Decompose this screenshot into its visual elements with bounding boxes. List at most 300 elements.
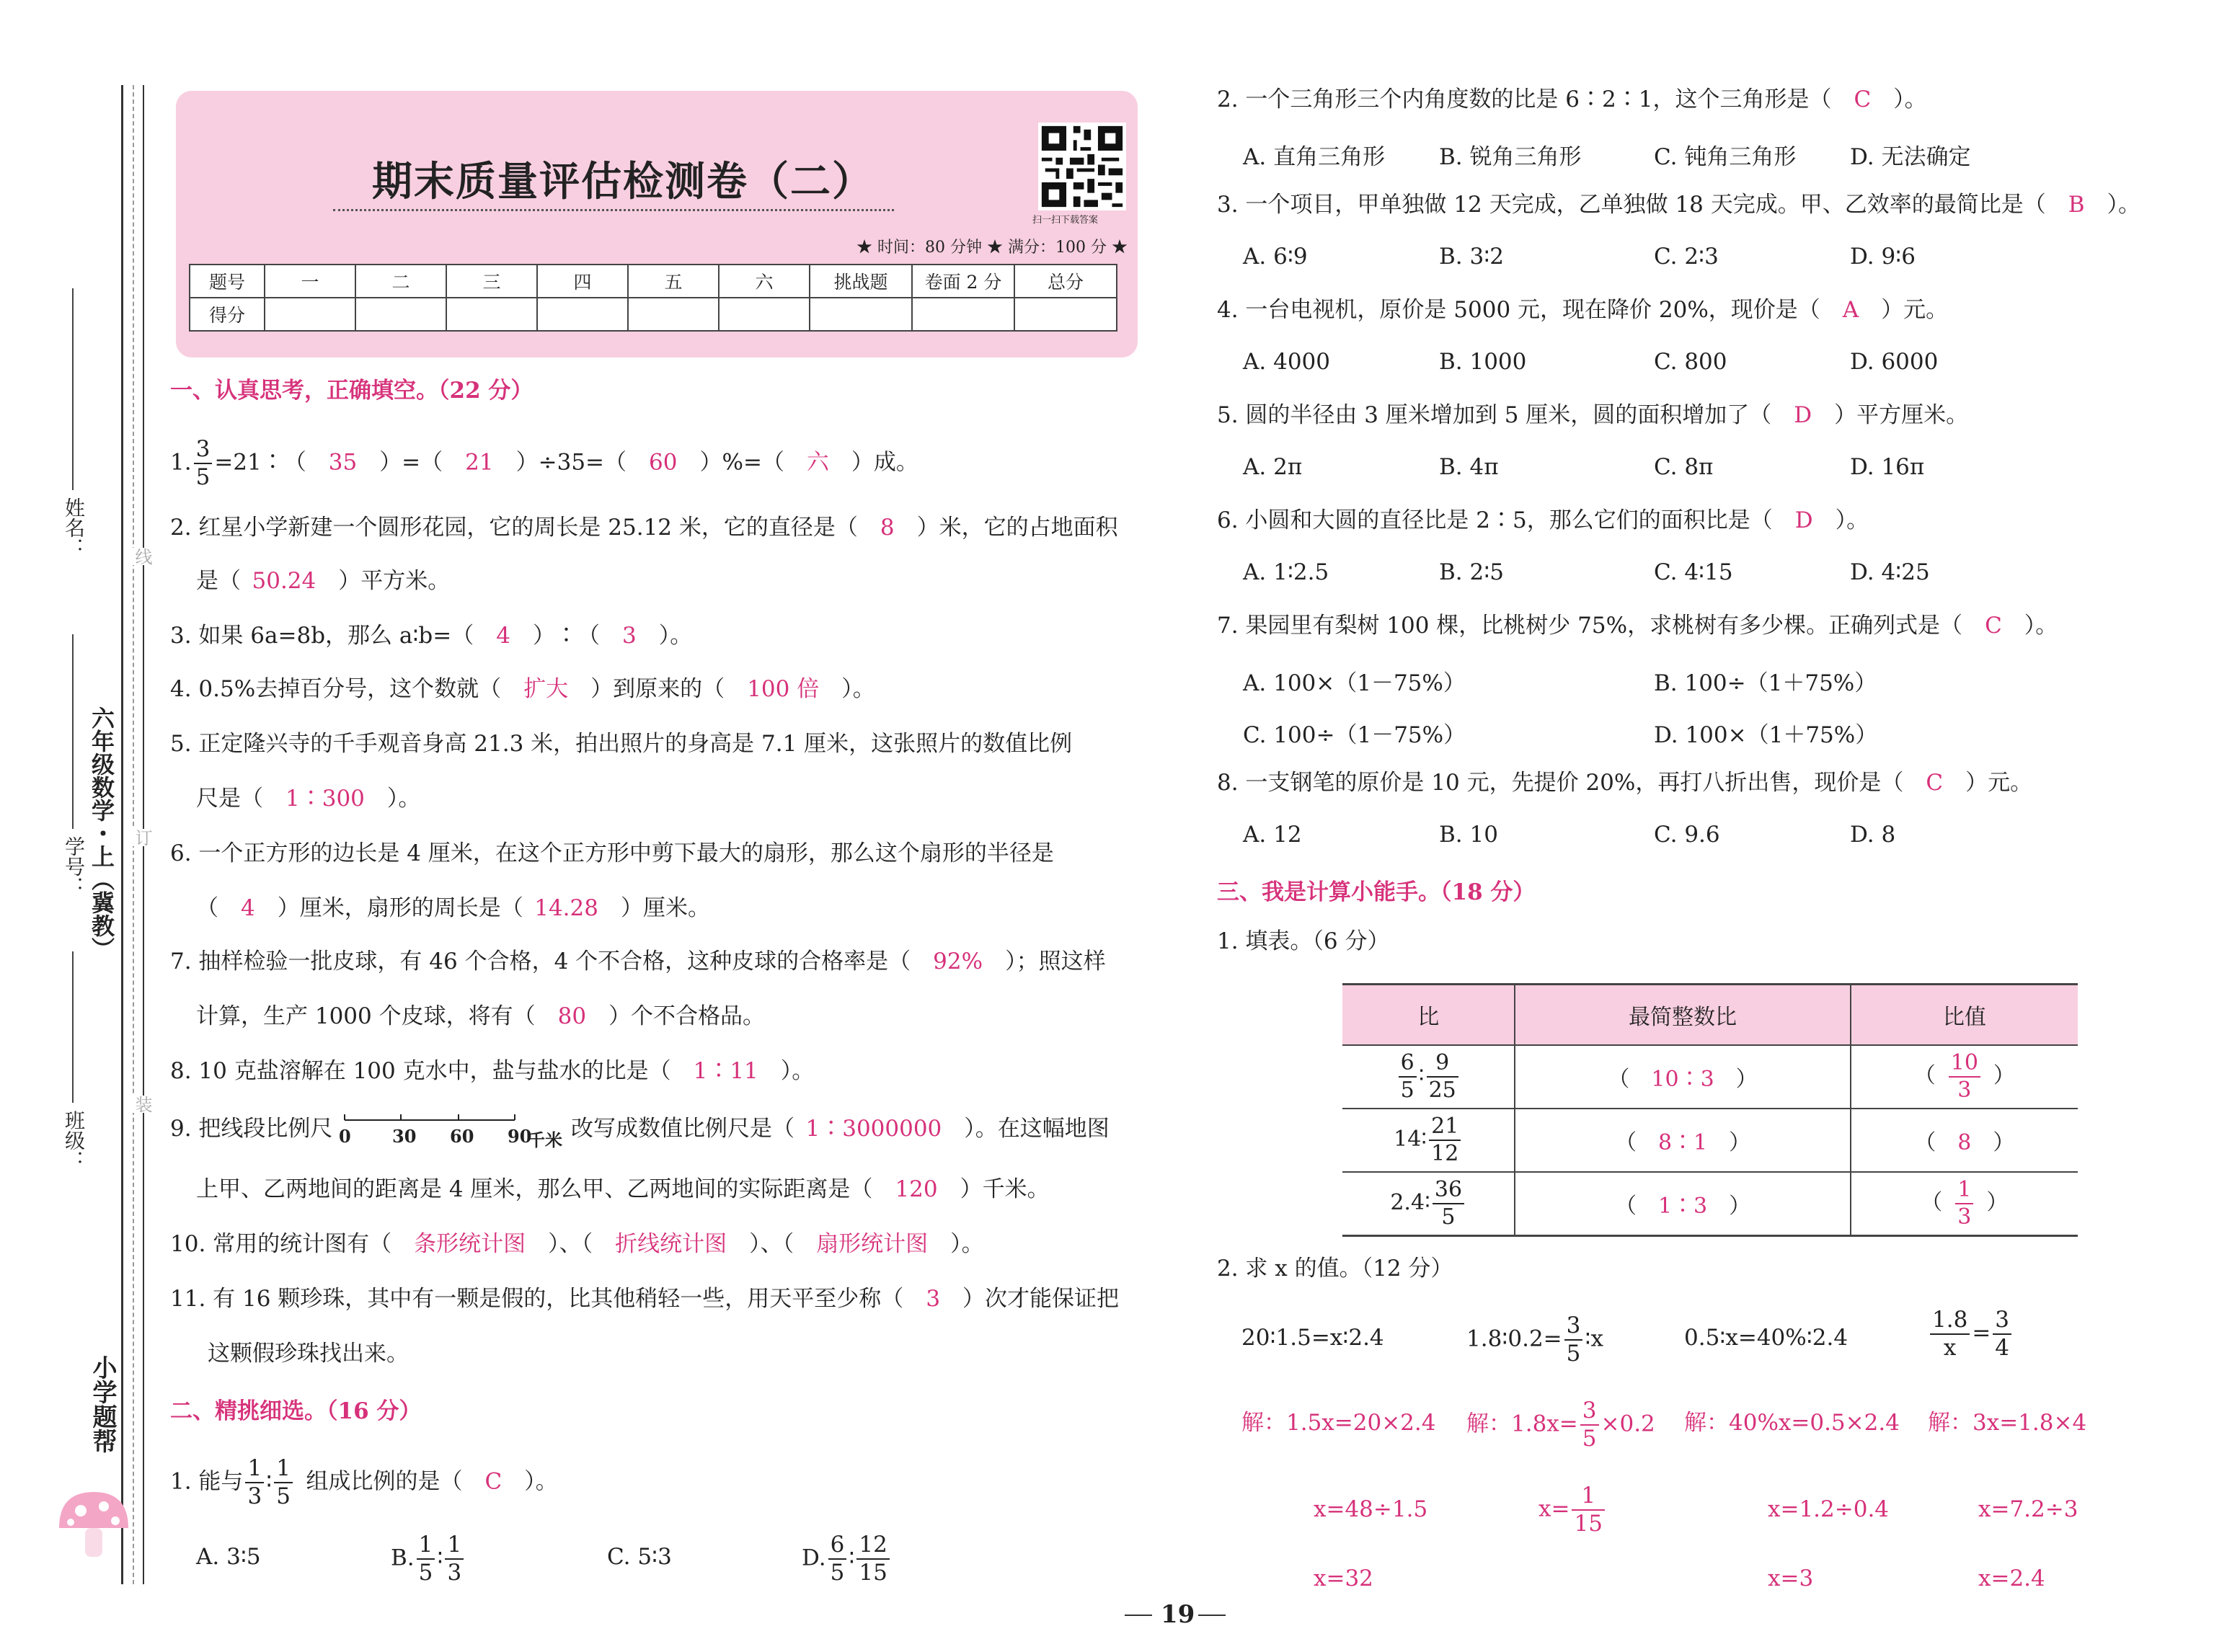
id-blank: [72, 634, 74, 829]
answer: D: [1794, 507, 1813, 533]
numerator: 1: [1955, 1179, 1973, 1204]
s2-q5-option-d[interactable]: D. 16π: [1850, 454, 1925, 480]
q-text: ）。: [780, 1058, 815, 1084]
s2-q8-option-d[interactable]: D. 8: [1850, 822, 1896, 848]
cut-mark-1: 线: [130, 548, 155, 565]
s2-q8-option-b[interactable]: B. 10: [1439, 822, 1498, 848]
denominator: 3: [1957, 1204, 1972, 1230]
answer: 4: [496, 623, 510, 649]
s2-q4-option-d[interactable]: D. 6000: [1850, 349, 1939, 375]
q-text: ）到原来的（: [590, 676, 725, 702]
s1-question-9-line2: [196, 1175, 1050, 1204]
s3-q1-title: 1. 填表。（6 分）: [1217, 928, 1390, 954]
fraction: [1433, 1179, 1464, 1228]
s3-q2-title: 2. 求 x 的值。（12 分）: [1217, 1256, 1453, 1282]
score-header-cell: 六: [719, 265, 810, 298]
denominator: 3: [447, 1560, 462, 1586]
q-number: 1.: [170, 449, 192, 476]
s2-q3-option-c[interactable]: C. 2∶3: [1654, 244, 1719, 270]
s1-question-6: [170, 839, 1054, 868]
answer: 1∶11: [693, 1058, 758, 1084]
denominator: 15: [859, 1560, 887, 1586]
cut-mark-3: 装: [130, 1096, 155, 1113]
numerator: 1: [1572, 1485, 1604, 1511]
option-letter: B.: [391, 1545, 415, 1571]
answer: B: [2068, 192, 2085, 218]
score-cell[interactable]: [1014, 298, 1117, 331]
s1-question-11: [170, 1284, 1119, 1313]
s1-question-5-line2: [196, 784, 420, 813]
fraction: [1564, 1315, 1583, 1365]
s2-q7-option-a[interactable]: A. 100×（1－75%）: [1243, 670, 1466, 696]
q-text: 10. 常用的统计图有（: [170, 1231, 392, 1257]
q-text: ）=（: [379, 449, 443, 476]
score-header-cell: 三: [446, 265, 537, 298]
answer: 21: [465, 449, 494, 476]
q-text: 解：1.8x=: [1466, 1411, 1578, 1437]
s1-question-7-line2: [196, 1002, 765, 1031]
eq3-step3: x=3: [1768, 1566, 1814, 1591]
s2-question-2: [1217, 85, 1927, 114]
score-header-cell: 挑战题: [810, 265, 912, 298]
answer: 8: [1957, 1130, 1972, 1155]
page-title: 期末质量评估检测卷（二）: [372, 158, 874, 205]
q-text: 8. 一支钢笔的原价是 10 元，先提价 20%，再打八折出售，现价是（: [1217, 770, 1904, 796]
answer: 120: [895, 1176, 938, 1202]
page-number: 19: [1161, 1600, 1195, 1629]
eq4-question: $\frac{1.8}{x}$ = $\frac{3}{4}$: [1928, 1309, 2014, 1359]
fraction: [194, 438, 213, 489]
fraction: [1955, 1179, 1973, 1228]
simplest-cell: （ 10∶3 ）: [1515, 1045, 1850, 1109]
s2-question-6: [1217, 506, 1869, 535]
eq3-step2: x=1.2÷0.4: [1768, 1496, 1890, 1522]
fraction: [1429, 1116, 1461, 1165]
fraction: [417, 1534, 435, 1584]
numerator: 12: [856, 1534, 889, 1560]
score-table-score-row: [190, 298, 1117, 331]
line-scale-bar: [343, 1114, 516, 1136]
answer: 1∶300: [285, 786, 365, 812]
q-text: 1.8∶0.2=: [1466, 1325, 1562, 1352]
q-text: ）。: [524, 1468, 558, 1495]
q-text: ）成。: [851, 449, 918, 476]
q-text: ）。: [1893, 86, 1927, 112]
q-text: 7. 抽样检验一批皮球，有 46 个合格，4 个不合格，这种皮球的合格率是（: [170, 949, 911, 974]
q-text: 8. 10 克盐溶解在 100 克水中，盐与盐水的比是（: [170, 1058, 671, 1084]
id-label: 学号：: [62, 836, 86, 897]
q-text: ）、（: [749, 1231, 794, 1257]
answer: 14.28: [534, 895, 598, 921]
numerator: 1: [417, 1534, 435, 1560]
eq1-step1: 解：1.5x=20×2.4: [1241, 1410, 1436, 1436]
score-header-cell: 卷面 2 分: [912, 265, 1014, 298]
s2-q2-option-d[interactable]: D. 无法确定: [1850, 144, 1971, 170]
numerator: 10: [1949, 1052, 1980, 1078]
q-text: ）；照这样: [1005, 949, 1106, 974]
q-text: （: [196, 895, 218, 921]
answer: 10∶3: [1651, 1067, 1714, 1092]
q-text: 9. 把线段比例尺: [170, 1116, 333, 1142]
score-row-label: 得分: [190, 298, 265, 331]
denominator: 15: [1574, 1511, 1603, 1537]
q-text: ）。: [658, 623, 693, 649]
denominator: 12: [1431, 1141, 1459, 1166]
eq1-question: 20∶1.5=x∶2.4: [1241, 1325, 1384, 1351]
numerator: 6: [1399, 1052, 1417, 1078]
s2-q2-option-c[interactable]: C. 钝角三角形: [1654, 144, 1797, 170]
s2-question-4: [1217, 296, 1948, 324]
fill-header-ratio: 比: [1342, 985, 1515, 1046]
s1-question-8: [170, 1057, 814, 1085]
scale-unit: 千米: [528, 1129, 562, 1150]
q-text: 这颗假珍珠找出来。: [208, 1341, 409, 1367]
s2-q8-option-a[interactable]: A. 12: [1243, 822, 1302, 848]
denominator: 5: [1582, 1426, 1597, 1452]
numerator: 21: [1429, 1116, 1461, 1141]
denominator: 25: [1428, 1078, 1456, 1103]
denominator: 5: [1400, 1078, 1414, 1103]
answer: 1∶3: [1657, 1194, 1708, 1219]
answer: 扇形统计图: [816, 1231, 929, 1257]
numerator: 1.8: [1930, 1309, 1970, 1335]
fraction: [828, 1534, 847, 1584]
s1-question-4: [170, 675, 875, 703]
eq3-step1: 解：40%x=0.5×2.4: [1684, 1410, 1900, 1436]
numerator: 1: [274, 1457, 293, 1483]
numerator: 1: [245, 1457, 264, 1483]
denominator: x: [1943, 1335, 1957, 1361]
answer: A: [1842, 297, 1859, 323]
q-text: ）厘米，扇形的周长是（: [277, 895, 523, 921]
s1-question-9: [170, 1114, 332, 1143]
score-cell[interactable]: [537, 298, 628, 331]
fraction: [1572, 1485, 1604, 1535]
fill-row-3: [1342, 1172, 2078, 1236]
s1-question-2: [170, 513, 1118, 542]
name-label: 姓名：: [62, 497, 86, 558]
eq4-step3: x=2.4: [1978, 1566, 2045, 1591]
eq3-question: 0.5∶x=40%∶2.4: [1684, 1325, 1849, 1351]
s2-q6-option-d[interactable]: D. 4∶25: [1850, 559, 1930, 585]
q-text: ）÷35=（: [515, 449, 627, 476]
q-text: ）。: [841, 676, 875, 702]
page-number-rule-right: [1198, 1615, 1226, 1616]
fill-row-2: [1342, 1109, 2078, 1172]
s1-question-3: [170, 621, 692, 650]
q-text: 6. 一个正方形的边长是 4 厘米，在这个正方形中剪下最大的扇形，那么这个扇形的半径是: [170, 840, 1054, 866]
numerator: 1: [445, 1534, 464, 1560]
scale-label: 90: [508, 1126, 532, 1147]
q-text: ）∶（: [533, 623, 600, 649]
q-text: ）。: [1835, 507, 1869, 533]
fraction: [1399, 1052, 1417, 1101]
title-underline: [333, 209, 894, 211]
simplest-cell: （ 1∶3 ）: [1515, 1172, 1850, 1236]
fraction: [245, 1457, 264, 1508]
q-text: ）厘米。: [620, 895, 710, 921]
answer: 条形统计图: [414, 1231, 526, 1257]
q-text: 改写成数值比例尺是（: [571, 1116, 794, 1142]
score-cell[interactable]: [265, 298, 355, 331]
eq2-step2: [1538, 1485, 1607, 1535]
ratio-term: 14: [1394, 1127, 1422, 1152]
s1-question-7: [170, 947, 1106, 976]
score-cell[interactable]: [912, 298, 1014, 331]
ratio-term: 2.4: [1390, 1190, 1425, 1215]
ratio-cell: $\frac{6}{5}$ ∶ $\frac{9}{25}$: [1342, 1045, 1515, 1109]
answer: D: [1794, 402, 1812, 428]
s2-q1-option-b[interactable]: B. $\frac{1}{5}$ ∶ $\frac{1}{3}$: [391, 1534, 466, 1584]
score-cell[interactable]: [628, 298, 719, 331]
fraction: [445, 1534, 464, 1584]
s2-q7-option-c[interactable]: C. 100÷（1－75%）: [1243, 722, 1466, 748]
s2-q1-option-d[interactable]: D. $\frac{6}{5}$ ∶ $\frac{12}{15}$: [802, 1534, 892, 1584]
s1-question-9-rest: [571, 1114, 1110, 1143]
q-text: 5. 圆的半径由 3 厘米增加到 5 厘米，圆的面积增加了（: [1217, 402, 1772, 428]
q-text: ∶x: [1585, 1325, 1603, 1352]
q-text: 计算，生产 1000 个皮球，将有（: [196, 1003, 536, 1029]
s2-q1-option-c[interactable]: C. 5∶3: [607, 1544, 672, 1570]
value-cell: （ $\frac{10}{3}$ ）: [1851, 1045, 2078, 1109]
s2-q4-option-c[interactable]: C. 800: [1654, 349, 1727, 375]
s2-question-7: [1217, 611, 2058, 640]
q-text: 是（: [196, 568, 241, 594]
q-text: ）元。: [1881, 297, 1949, 323]
fraction: [1930, 1309, 1970, 1359]
q-text: 11. 有 16 颗珍珠，其中有一颗是假的，比其他稍轻一些，用天平至少称（: [170, 1286, 904, 1312]
q-text: 7. 果园里有梨树 100 棵，比桃树少 75%，求桃树有多少棵。正确列式是（: [1217, 613, 1963, 639]
answer: 折线统计图: [615, 1231, 727, 1257]
eq1-step2: x=48÷1.5: [1314, 1496, 1428, 1522]
answer: 92%: [933, 949, 983, 974]
section3-title: 三、我是计算小能手。（18 分）: [1217, 879, 1536, 905]
denominator: 5: [195, 464, 211, 490]
answer: 80: [557, 1003, 587, 1029]
q-text: 上甲、乙两地间的距离是 4 厘米，那么甲、乙两地间的实际距离是（: [196, 1176, 873, 1202]
answer: 60: [649, 449, 678, 476]
numerator: 3: [194, 438, 213, 464]
numerator: 3: [1564, 1315, 1583, 1341]
answer: 35: [328, 449, 358, 476]
fill-header-value: 比值: [1851, 985, 2078, 1046]
s2-q4-option-b[interactable]: B. 1000: [1439, 349, 1527, 375]
q-text: ）。: [2107, 192, 2141, 218]
q-text: ）。: [950, 1231, 984, 1257]
s1-question-10: [170, 1230, 984, 1258]
qr-caption: 扫一扫下载答案: [1032, 215, 1099, 226]
score-header-cell: 二: [355, 265, 446, 298]
brand-label: 小学题帮: [88, 1355, 117, 1453]
s2-q1-option-a[interactable]: A. 3∶5: [196, 1544, 261, 1570]
q-text: ×0.2: [1600, 1411, 1655, 1437]
score-cell[interactable]: [719, 298, 810, 331]
scale-label: 0: [339, 1126, 351, 1147]
score-cell[interactable]: [446, 298, 537, 331]
section1-title: 一、认真思考，正确填空。（22 分）: [170, 378, 533, 404]
ratio-cell: 2.4∶ $\frac{36}{5}$: [1342, 1172, 1515, 1236]
q-text: 1. 能与: [170, 1468, 244, 1495]
q-text: ）%=（: [699, 449, 784, 476]
answer: 扩大: [523, 676, 569, 702]
eq4-step2: x=7.2÷3: [1978, 1496, 2078, 1522]
s2-q7-option-b[interactable]: B. 100÷（1＋75%）: [1654, 670, 1877, 696]
s2-q7-option-d[interactable]: D. 100×（1＋75%）: [1654, 722, 1878, 748]
s2-q6-option-b[interactable]: B. 2∶5: [1439, 559, 1505, 585]
mushroom-logo: [52, 1485, 131, 1564]
answer: 100 倍: [747, 676, 820, 702]
score-header-cell: 五: [628, 265, 719, 298]
s2-q6-option-a[interactable]: A. 1∶2.5: [1243, 559, 1329, 585]
s2-q2-option-a[interactable]: A. 直角三角形: [1243, 144, 1386, 170]
denominator: 5: [1566, 1341, 1581, 1367]
eq2-question: [1466, 1315, 1603, 1365]
denominator: 5: [276, 1483, 291, 1509]
q-text: =21∶（: [214, 449, 306, 476]
q-text: ）个不合格品。: [608, 1003, 766, 1029]
q-text: ）次才能保证把: [962, 1286, 1120, 1312]
q-text: 2. 一个三角形三个内角度数的比是 6∶2∶1，这个三角形是（: [1217, 86, 1832, 112]
margin-solid-line: [121, 85, 123, 1584]
q-text: 4. 一台电视机，原价是 5000 元，现在降价 20%，现价是（: [1217, 297, 1820, 323]
answer: 8∶1: [1657, 1130, 1708, 1155]
fraction: [1580, 1400, 1599, 1450]
score-header-cell: 四: [537, 265, 628, 298]
eq1-step3: x=32: [1314, 1566, 1373, 1591]
answer: 4: [241, 895, 255, 921]
fraction: [1949, 1052, 1980, 1101]
s2-q3-option-a[interactable]: A. 6∶9: [1243, 244, 1308, 270]
answer: C: [484, 1468, 502, 1495]
simplest-cell: （ 8∶1 ）: [1515, 1109, 1850, 1172]
answer: C: [1854, 86, 1872, 112]
value-cell: （ $\frac{1}{3}$ ）: [1851, 1172, 2078, 1236]
q-text: ）元。: [1965, 770, 2033, 796]
q-text: ）米，它的占地面积: [916, 515, 1118, 541]
denominator: 4: [1995, 1335, 2010, 1361]
q-text: 5. 正定隆兴寺的千手观音身高 21.3 米，拍出照片的身高是 7.1 厘米，这张照片的数值比例: [170, 731, 1073, 757]
q-text: 4. 0.5%去掉百分号，这个数就（: [170, 676, 502, 702]
score-table: [189, 264, 1117, 332]
class-label: 班级：: [62, 1110, 86, 1171]
q-text: ）。: [386, 786, 421, 812]
fill-row-1: [1342, 1045, 2078, 1109]
numerator: 9: [1427, 1052, 1458, 1078]
score-header-cell: 一: [265, 265, 355, 298]
denominator: 5: [830, 1560, 845, 1586]
s2-question-8: [1217, 768, 2032, 797]
scale-label: 60: [450, 1126, 474, 1147]
q-text: ）。在这幅地图: [964, 1116, 1110, 1142]
score-cell[interactable]: [355, 298, 446, 331]
fraction: [274, 1457, 293, 1508]
numerator: 36: [1433, 1179, 1464, 1204]
q-text: 2. 红星小学新建一个圆形花园，它的周长是 25.12 米，它的直径是（: [170, 515, 858, 541]
fraction: [856, 1534, 889, 1584]
exam-meta: ★ 时间：80 分钟 ★ 满分：100 分 ★: [856, 239, 1128, 257]
eq4-step1: 解：3x=1.8×4: [1928, 1410, 2087, 1436]
fill-header-simplest: 最简整数比: [1515, 985, 1850, 1046]
numerator: 3: [1993, 1309, 2011, 1335]
s1-question-2-line2: [196, 567, 450, 595]
option-letter: D.: [802, 1545, 826, 1571]
s2-question-5: [1217, 401, 1968, 430]
answer: 50.24: [252, 568, 316, 594]
s2-q3-option-d[interactable]: D. 9∶6: [1850, 244, 1916, 270]
ratio-fill-table: [1342, 983, 2078, 1237]
fill-table-header: [1342, 985, 2078, 1046]
denominator: 3: [1957, 1078, 1972, 1103]
s2-q5-option-a[interactable]: A. 2π: [1243, 454, 1303, 480]
denominator: 5: [1441, 1204, 1456, 1230]
page-number-rule-left: [1125, 1615, 1152, 1616]
denominator: 5: [418, 1560, 433, 1586]
score-header-cell: 总分: [1014, 265, 1117, 298]
q-text: ）平方米。: [338, 568, 451, 594]
answer: C: [1926, 770, 1944, 796]
ratio-cell: 14∶ $\frac{21}{12}$: [1342, 1109, 1515, 1172]
denominator: 3: [247, 1483, 262, 1509]
s1-question-6-line2: [196, 894, 710, 923]
s2-q4-option-a[interactable]: A. 4000: [1243, 349, 1330, 375]
s2-question-3: [1217, 190, 2140, 219]
s1-question-5: [170, 729, 1072, 758]
answer: 3: [926, 1286, 941, 1312]
section2-title: 二、精挑细选。（16 分）: [170, 1398, 422, 1424]
eq2-step1: [1466, 1400, 1655, 1450]
q-text: x=: [1538, 1496, 1570, 1522]
score-header-cell: 题号: [190, 265, 265, 298]
answer: 3: [622, 623, 637, 649]
q-text: 组成比例的是（: [306, 1468, 463, 1495]
q-text: ）平方厘米。: [1834, 402, 1969, 428]
s2-q3-option-b[interactable]: B. 3∶2: [1439, 244, 1505, 270]
s2-q8-option-c[interactable]: C. 9.6: [1654, 822, 1720, 848]
s1-question-11-line2: [208, 1339, 409, 1368]
fraction: [1993, 1309, 2011, 1359]
book-title: 六年级数学・上（冀教）: [88, 706, 115, 960]
numerator: 3: [1580, 1400, 1599, 1426]
qr-code[interactable]: [1038, 123, 1126, 210]
s2-q5-option-c[interactable]: C. 8π: [1654, 454, 1714, 480]
q-text: 3. 一个项目，甲单独做 12 天完成，乙单独做 18 天完成。甲、乙效率的最简比是（: [1217, 192, 2046, 218]
class-blank: [72, 951, 74, 1103]
numerator: 6: [828, 1534, 847, 1560]
q-text: 6. 小圆和大圆的直径比是 2∶5，那么它们的面积比是（: [1217, 507, 1773, 533]
answer: C: [1985, 613, 2002, 639]
s2-q6-option-c[interactable]: C. 4∶15: [1654, 559, 1733, 585]
fraction: [1427, 1052, 1458, 1101]
q-text: 3. 如果 6a=8b，那么 a∶b=（: [170, 623, 474, 649]
score-table-header-row: [190, 265, 1117, 298]
score-cell[interactable]: [810, 298, 912, 331]
q-text: ）。: [2024, 613, 2058, 639]
value-cell: （ 8 ）: [1851, 1109, 2078, 1172]
scale-label: 30: [392, 1126, 417, 1147]
cut-mark-2: 订: [130, 829, 155, 846]
q-text: ）千米。: [960, 1176, 1050, 1202]
s1-question-1: [170, 438, 918, 489]
answer: 六: [806, 449, 829, 476]
q-text: 尺是（: [196, 786, 263, 812]
s2-q2-option-b[interactable]: B. 锐角三角形: [1439, 144, 1582, 170]
s2-question-1: 1. 能与 $\frac{1}{3}$ ∶ $\frac{1}{5}$ 组成比例的是（ C ）。: [170, 1455, 558, 1509]
s2-q5-option-b[interactable]: B. 4π: [1439, 454, 1499, 480]
answer: 1∶3000000: [805, 1116, 942, 1142]
name-blank: [72, 288, 74, 490]
answer: 8: [880, 515, 895, 541]
q-text: ）、（: [548, 1231, 593, 1257]
